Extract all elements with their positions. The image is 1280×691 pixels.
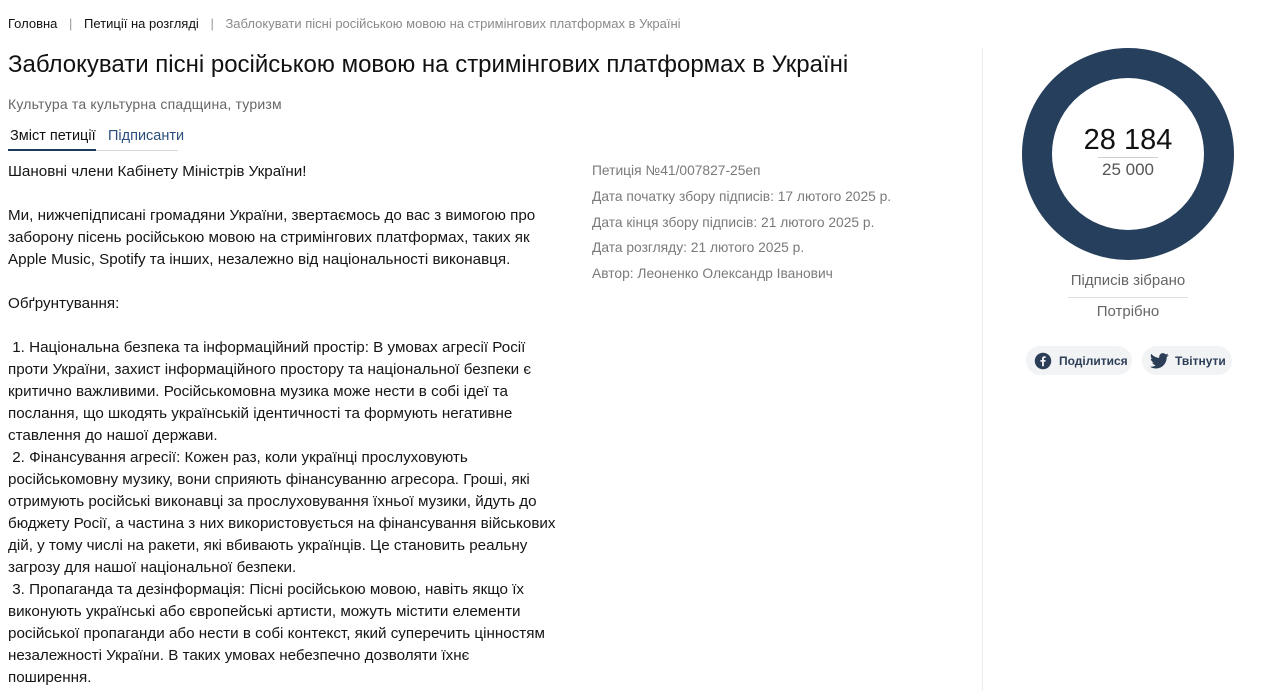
tab-bar bbox=[8, 128, 185, 152]
signatures-needed-label: Потрібно bbox=[1096, 303, 1160, 320]
breadcrumb-home-link[interactable]: Головна bbox=[8, 16, 58, 31]
petition-author: Автор: Леоненко Олександр Іванович bbox=[592, 266, 833, 282]
petition-number: Петиція №41/007827-25еп bbox=[592, 163, 761, 178]
justification-point-3: 3. Пропаганда та дезінформація: Пісні російською мовою, навіть якщо їх виконують українські або європейські артисти, можуть містити елементи російської пропаганди або нести в собі контекст, який суперечить цінностям незалежності України. В таких умовах небезпечно дозволяти їхнє поширення. bbox=[8, 581, 550, 686]
petition-meta bbox=[592, 158, 891, 287]
twitter-share-button[interactable] bbox=[1142, 346, 1232, 375]
petition-greeting: Шановні члени Кабінету Міністрів України! bbox=[8, 163, 307, 180]
facebook-icon bbox=[1033, 351, 1053, 371]
active-tab-indicator bbox=[8, 149, 96, 151]
count-divider bbox=[1098, 157, 1158, 158]
justification-point-2: 2. Фінансування агресії: Кожен раз, коли українці прослуховують російськомовну музику, вони сприяють фінансуванню агресора. Гроші, які отримують російські виконавці за прослуховування їхньої музики, йдуть до бюджету Росії, а частина з них використовується на фінансування військових дій, у тому числі на ракети, які вбивають українців. Це становить реальну загрозу для нашої національної безпеки. bbox=[8, 449, 560, 576]
tab-signers[interactable]: Підписанти bbox=[108, 128, 185, 144]
page-title: Заблокувати пісні російською мовою на стримінгових платформах в Україні bbox=[8, 51, 849, 78]
signatures-collected-label: Підписів зібрано bbox=[1070, 272, 1186, 289]
breadcrumb-section-link[interactable]: Петиції на розгляді bbox=[84, 16, 199, 31]
breadcrumb-separator: | bbox=[69, 16, 73, 31]
justification-heading: Обґрунтування: bbox=[8, 295, 120, 312]
signatures-collected-count: 28 184 bbox=[1083, 124, 1173, 156]
breadcrumb-separator: | bbox=[210, 16, 214, 31]
petition-category: Культура та культурна спадщина, туризм bbox=[8, 96, 282, 112]
petition-body bbox=[8, 161, 560, 689]
collection-end-date: Дата кінця збору підписів: 21 лютого 2025 р. bbox=[592, 214, 875, 230]
review-date: Дата розгляду: 21 лютого 2025 р. bbox=[592, 240, 805, 256]
collection-start-date: Дата початку збору підписів: 17 лютого 2025 р. bbox=[592, 188, 892, 204]
tab-petition-content[interactable]: Зміст петиції bbox=[10, 128, 96, 144]
twitter-icon bbox=[1149, 351, 1169, 371]
breadcrumb-current: Заблокувати пісні російською мовою на стримінгових платформах в Україні bbox=[225, 16, 681, 31]
justification-point-1: 1. Національна безпека та інформаційний простір: В умовах агресії Росії проти України, захист інформаційного простору та національної безпеки є критично важливими. Російськомовна музика може нести в собі ідеї та послання, що шкодять українській ідентичності та формують негативне ставлення до нашої держави. bbox=[8, 339, 536, 444]
signatures-needed-count: 25 000 bbox=[1102, 160, 1154, 179]
label-divider bbox=[1068, 297, 1188, 298]
twitter-share-label: Твітнути bbox=[1175, 353, 1226, 368]
facebook-share-button[interactable] bbox=[1026, 346, 1132, 375]
breadcrumb bbox=[8, 16, 681, 31]
sidebar-divider bbox=[982, 48, 983, 691]
petition-request: Ми, нижчепідписані громадяни України, звертаємось до вас з вимогою про заборону пісень російською мовою на стримінгових платформах, таких як Apple Music, Spotify та інших, незалежно від національності виконавця. bbox=[8, 207, 540, 268]
signature-counter bbox=[1022, 48, 1234, 260]
facebook-share-label: Поділитися bbox=[1059, 353, 1128, 368]
